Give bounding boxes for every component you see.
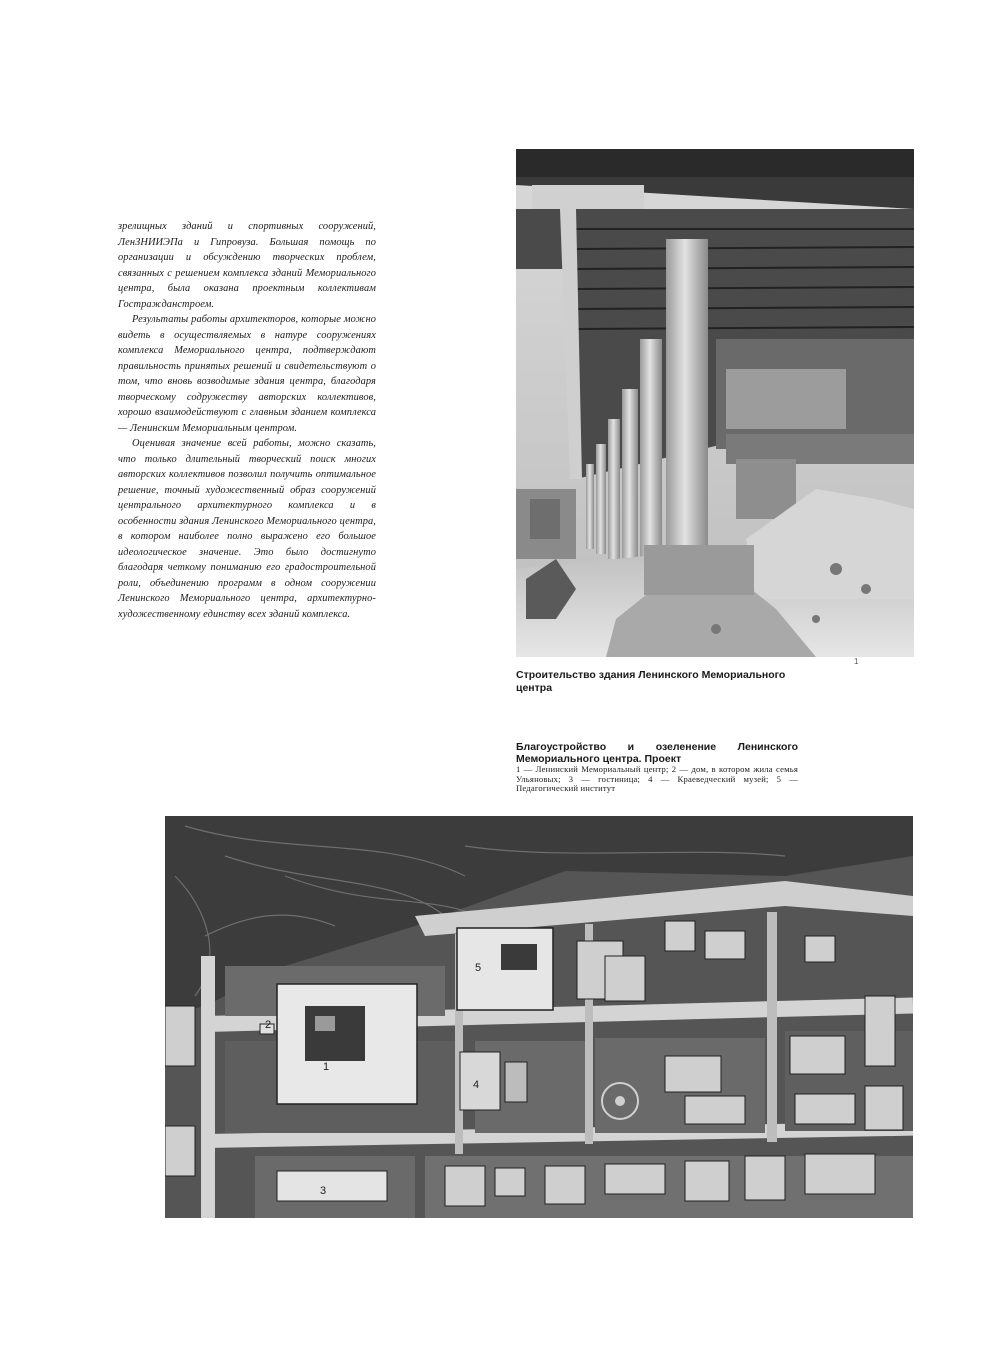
photo-caption: Строительство здания Ленинского Мемориального центра <box>516 669 786 694</box>
plan-label-4: 4 <box>473 1079 480 1091</box>
plan-caption-legend: 1 — Ленинский Мемориальный центр; 2 — дом, в котором жила семья Ульяновых; 3 — гостиница; 4 — Краеведческий музей; 5 — Педагогический институт <box>516 764 798 793</box>
figure-number: 1 <box>854 657 859 666</box>
article-paragraph-1: зрелищных зданий и спортивных сооружений, ЛенЗНИИЭПа и Гипровуза. Большая помощь по организации и обсуждению творческих проблем, связанных с решением комплекса зданий Мемориального центра, была оказана проектным коллективам Гостражданстроем. <box>118 221 376 310</box>
plan-caption <box>516 741 798 794</box>
plan-caption-title: Благоустройство и озеленение Ленинского Мемориального центра. Проект <box>516 741 798 765</box>
article-text-column <box>118 219 376 622</box>
plan-label-5: 5 <box>475 962 482 974</box>
plan-label-1: 1 <box>323 1061 330 1073</box>
plan-label-3: 3 <box>320 1185 327 1197</box>
plan-label-2: 2 <box>265 1019 272 1031</box>
site-plan <box>165 816 913 1218</box>
article-paragraph-3: Оценивая значение всей работы, можно сказать, что только длительный творческий поиск многих авторских коллективов позволил получить оптимальное решение, точный художественный образ сооружений центрального архитектурного комплекса и в особенности здания Ленинского Мемориального центра, в котором наиболее полно выражено его большое идеологическое значение. Это было достигнуто благодаря четкому пониманию его градостроительной роли, объединению программ в одном сооружении Ленинского Мемориального центра, архитектурно-художественному единству всех зданий комплекса. <box>118 438 376 620</box>
construction-photo <box>516 149 914 657</box>
article-paragraph-2: Результаты работы архитекторов, которые можно видеть в осуществляемых в натуре сооружениях комплекса Мемориального центра, подтверждают правильность принятых решений и свидетельствуют о том, что вновь возводимые здания центра, благодаря творческому содружеству авторских коллективов, хорошо взаимодействуют с главным зданием комплекса — Ленинским Мемориальным центром. <box>118 314 376 434</box>
